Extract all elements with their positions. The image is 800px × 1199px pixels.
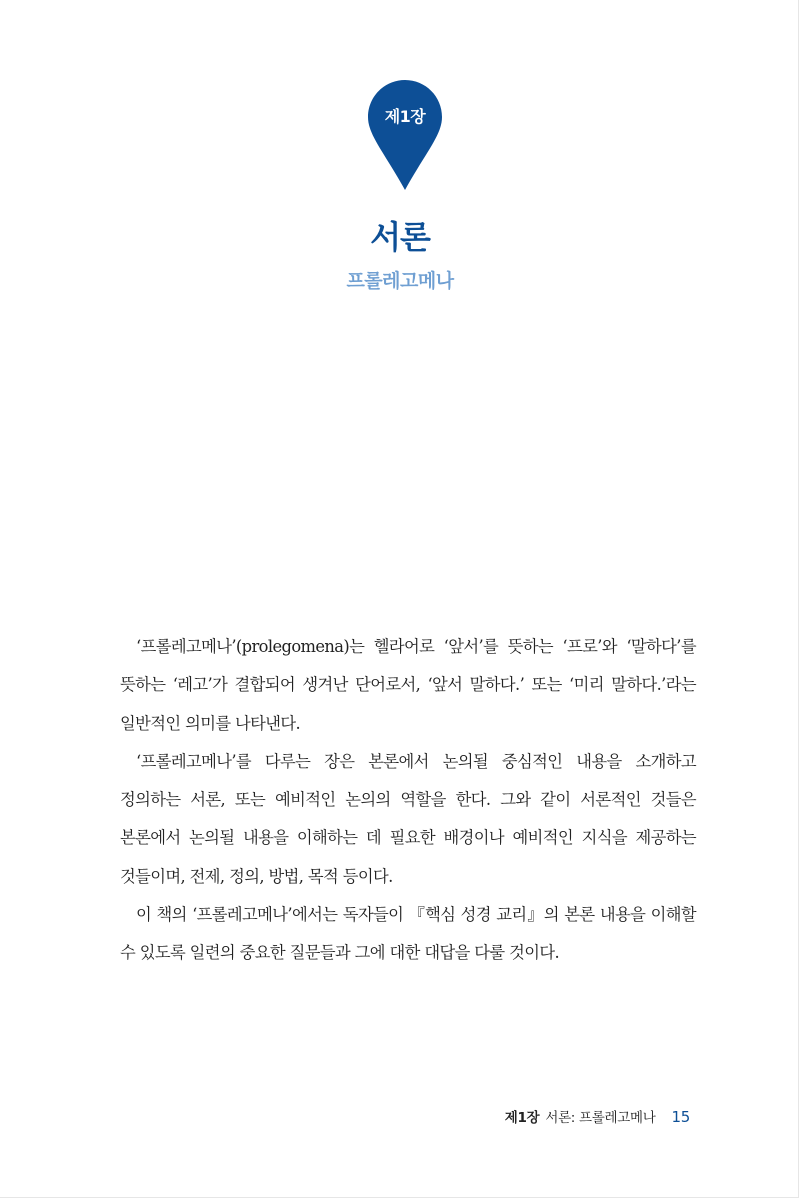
body-text	[120, 628, 696, 973]
chapter-subtitle: 프롤레고메나	[346, 270, 454, 292]
paragraph: ‘프롤레고메나’를 다루는 장은 본론에서 논의될 중심적인 내용을 소개하고 정의하는 서론, 또는 예비적인 논의의 역할을 한다. 그와 같이 서론적인 것들은 본론에서 논의될 내용을 이해하는 데 필요한 배경이나 예비적인 지식을 제공하는 것들이며, 전제, 정의, 방법, 목적 등이다.	[120, 751, 696, 886]
footer-chapter: 제1장	[504, 1110, 540, 1126]
chapter-map-pin-icon	[368, 80, 442, 190]
page-number: 15	[671, 1108, 690, 1126]
footer-title: 서론: 프롤레고메나	[545, 1110, 656, 1126]
page-footer	[505, 1106, 690, 1126]
chapter-title: 서론	[370, 218, 430, 256]
paragraph: ‘프롤레고메나’(prolegomena)는 헬라어로 ‘앞서’를 뜻하는 ‘프로’와 ‘말하다’를 뜻하는 ‘레고’가 결합되어 생겨난 단어로서, ‘앞서 말하다.’ 또는 ‘미리 말하다.’라는 일반적인 의미를 나타낸다.	[120, 637, 696, 733]
map-pin-icon	[368, 80, 442, 190]
paragraph: 이 책의 ‘프롤레고메나’에서는 독자들이 『핵심 성경 교리』의 본론 내용을 이해할 수 있도록 일련의 중요한 질문들과 그에 대한 대답을 다룰 것이다.	[120, 905, 696, 963]
chapter-label: 제1장	[384, 107, 426, 126]
